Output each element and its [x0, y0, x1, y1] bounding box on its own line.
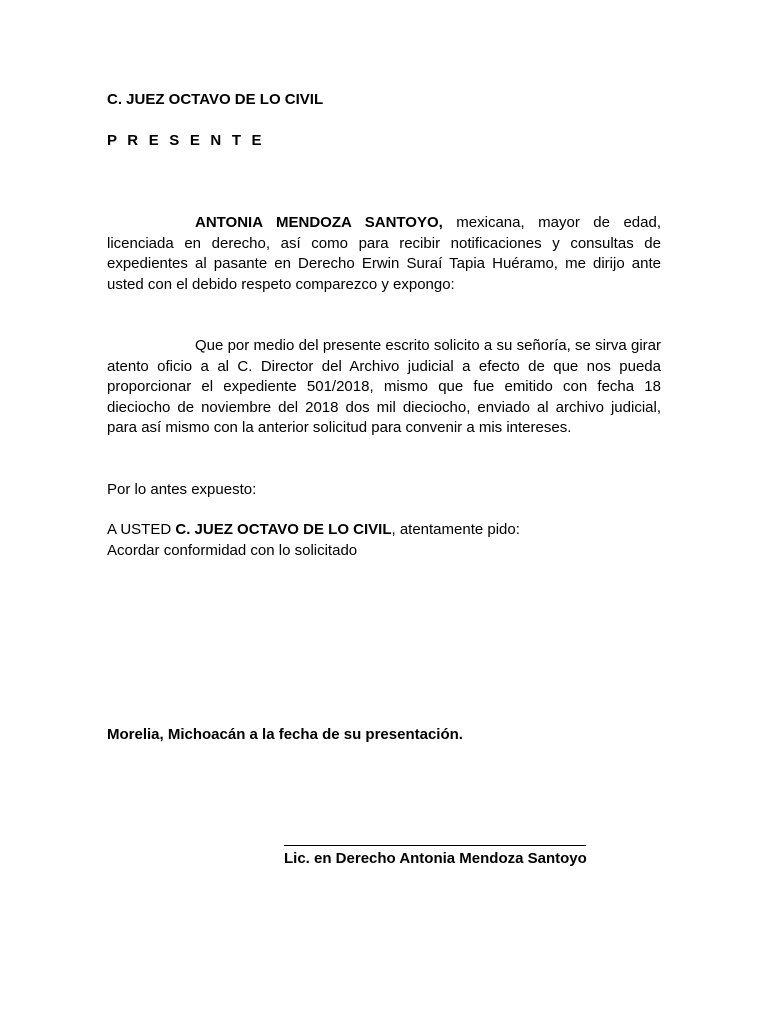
- petition-line: [107, 520, 661, 541]
- petition-judge: C. JUEZ OCTAVO DE LO CIVIL: [175, 521, 392, 538]
- intro-paragraph: [107, 213, 661, 295]
- petition-prefix: A USTED: [107, 521, 176, 538]
- presente-heading: P R E S E N T E: [107, 132, 265, 149]
- place-date-line: Morelia, Michoacán a la fecha de su presentación.: [107, 726, 463, 743]
- petition-suffix: , atentamente pido:: [391, 521, 520, 538]
- applicant-name: ANTONIA MENDOZA SANTOYO,: [195, 214, 443, 231]
- intro-text: mexicana, mayor de edad, licenciada en derecho, así como para recibir notificaciones y consultas de expedientes al pasante en Derecho Erwin Suraí Tapia Huéramo, me dirijo ante usted con el debido respeto comparezco y expongo:: [107, 214, 661, 293]
- por-lo-antes-line: Por lo antes expuesto:: [107, 481, 257, 498]
- addressee-heading: C. JUEZ OCTAVO DE LO CIVIL: [107, 91, 324, 108]
- request-paragraph: Que por medio del presente escrito solicito a su señoría, se sirva girar atento oficio a al C. Director del Archivo judicial a efecto de que nos pueda proporcionar el expediente 501/2018, mismo que fue emitido con fecha 18 dieciocho de noviembre del 2018 dos mil dieciocho, enviado al archivo judicial, para así mismo con la anterior solicitud para convenir a mis intereses.: [107, 337, 661, 436]
- signature-name: Lic. en Derecho Antonia Mendoza Santoyo: [284, 850, 587, 867]
- signature-line: [284, 845, 586, 846]
- petition-line-2: Acordar conformidad con lo solicitado: [107, 542, 358, 559]
